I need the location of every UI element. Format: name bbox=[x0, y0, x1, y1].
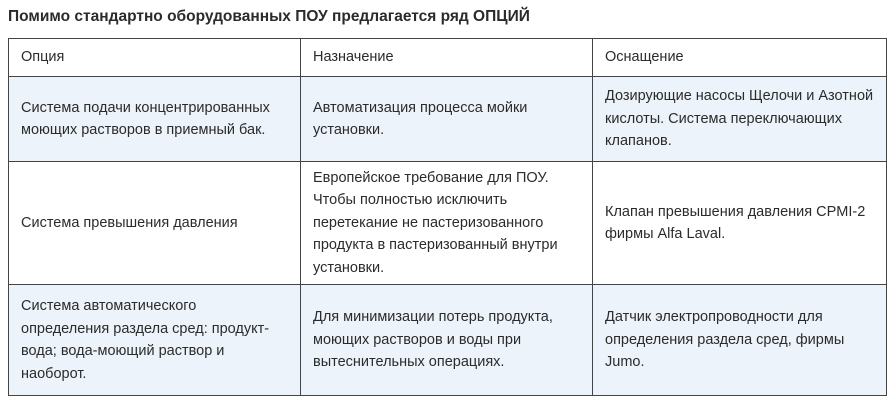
table-row bbox=[9, 285, 887, 396]
table-row bbox=[9, 77, 887, 162]
cell-purpose: Европейское требование для ПОУ. Чтобы полностью исключить перетекание не пастеризованного продукта в пастеризованный внутри установки. bbox=[301, 162, 593, 285]
table-header-row bbox=[9, 39, 887, 77]
cell-equipment: Датчик электропроводности для определения раздела сред, фирмы Jumo. bbox=[593, 285, 887, 396]
column-header-option: Опция bbox=[9, 39, 301, 77]
cell-option: Система превышения давления bbox=[9, 162, 301, 285]
section-heading: Помимо стандартно оборудованных ПОУ предлагается ряд ОПЦИЙ bbox=[8, 8, 530, 25]
cell-purpose: Для минимизации потерь продукта, моющих растворов и воды при вытеснительных операциях. bbox=[301, 285, 593, 396]
options-table bbox=[8, 38, 887, 396]
cell-purpose: Автоматизация процесса мойки установки. bbox=[301, 77, 593, 162]
cell-option: Система подачи концентрированных моющих растворов в приемный бак. bbox=[9, 77, 301, 162]
cell-equipment: Клапан превышения давления CPMI-2 фирмы Alfa Laval. bbox=[593, 162, 887, 285]
column-header-purpose: Назначение bbox=[301, 39, 593, 77]
table-row bbox=[9, 162, 887, 285]
column-header-equipment: Оснащение bbox=[593, 39, 887, 77]
cell-option: Система автоматического определения раздела сред: продукт-вода; вода-моющий раствор и наоборот. bbox=[9, 285, 301, 396]
cell-equipment: Дозирующие насосы Щелочи и Азотной кислоты. Система переключающих клапанов. bbox=[593, 77, 887, 162]
